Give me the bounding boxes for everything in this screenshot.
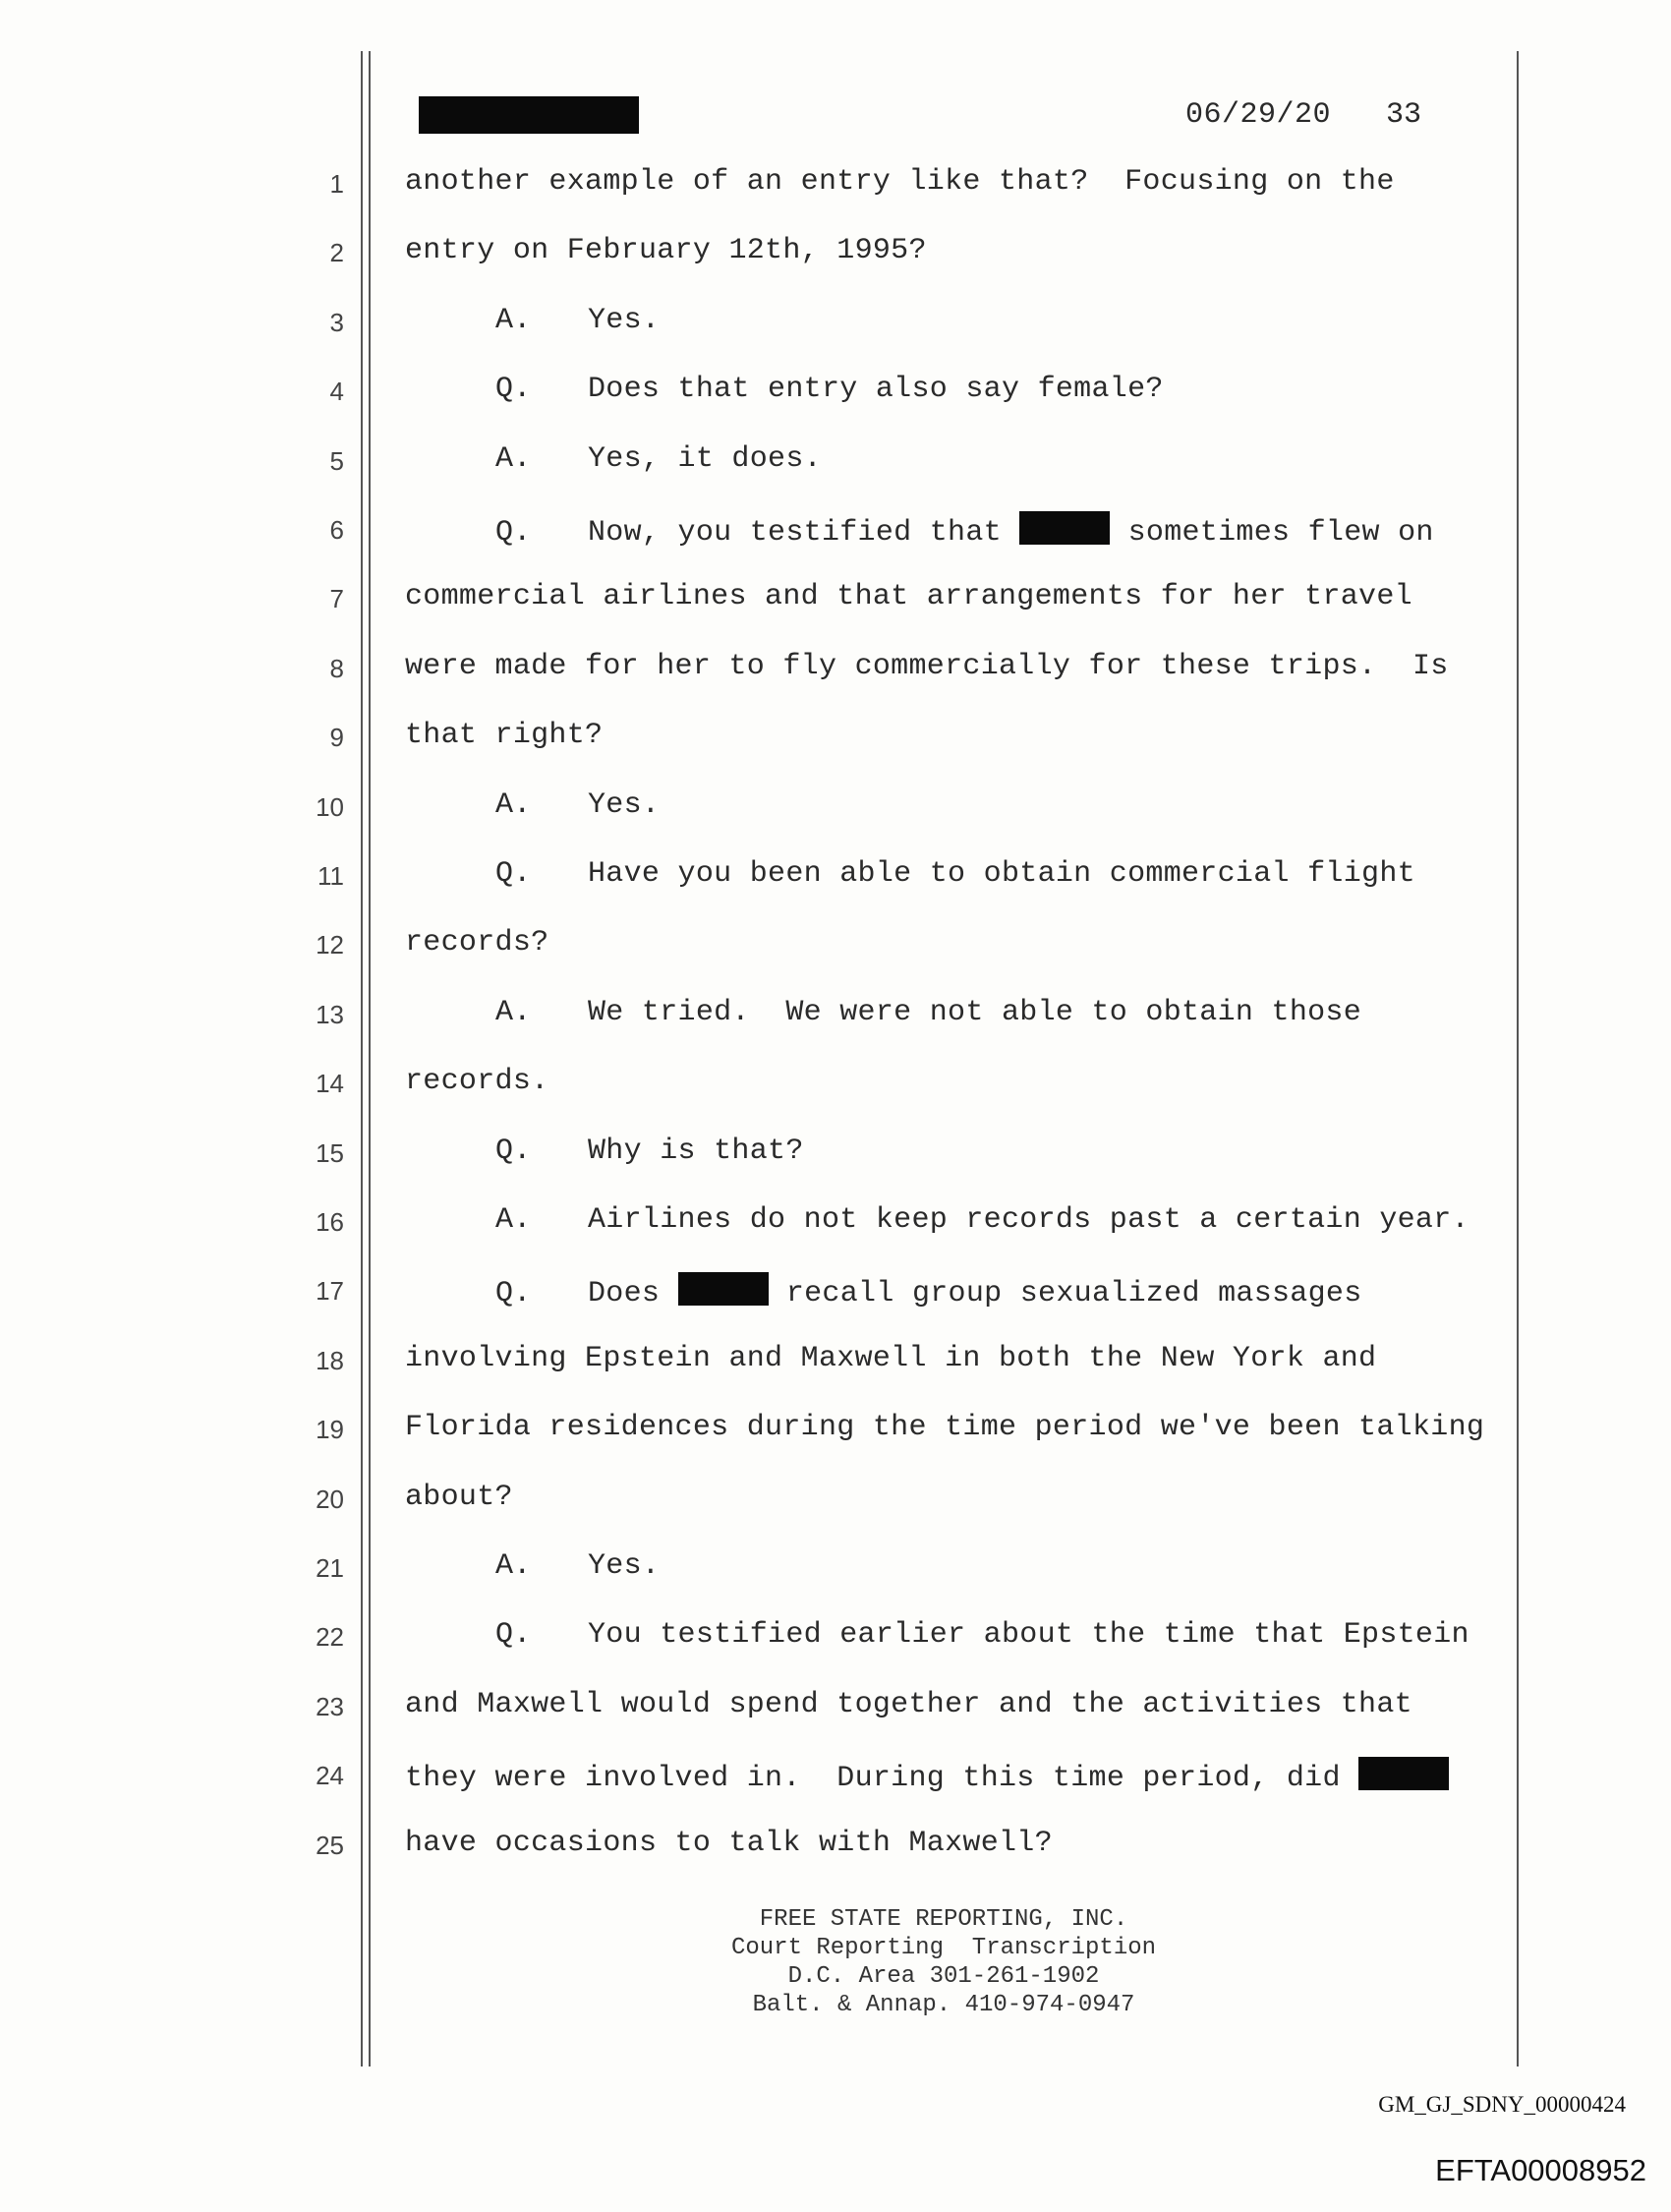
line-number: 15 [316, 1138, 344, 1168]
transcript-line [405, 1481, 513, 1514]
line-number: 12 [316, 930, 344, 960]
line-number: 25 [316, 1831, 344, 1860]
line-text: Florida residences during the time period we've been talking [405, 1411, 1485, 1444]
transcript-line [495, 373, 1164, 406]
line-number: 2 [329, 238, 344, 267]
line-text: Have you been able to obtain commercial flight [588, 857, 1415, 891]
line-number: 16 [316, 1207, 344, 1237]
transcript-line [405, 1827, 1053, 1860]
bates-number: GM_GJ_SDNY_00000424 [1378, 2092, 1626, 2117]
line-number: 18 [316, 1346, 344, 1375]
line-number: 1 [329, 169, 344, 199]
transcript-line [405, 1688, 1412, 1721]
transcript-line [495, 442, 822, 476]
line-number: 5 [329, 446, 344, 476]
line-number: 11 [317, 861, 344, 891]
transcript-line [495, 304, 660, 337]
line-text: and Maxwell would spend together and the activities that [405, 1688, 1412, 1721]
transcript-line [405, 1757, 1449, 1795]
line-text-continued: recall group sexualized massages [768, 1277, 1362, 1310]
header-redaction-block [419, 96, 639, 134]
line-number: 6 [329, 515, 344, 545]
transcript-line [495, 1549, 660, 1583]
transcript-line [405, 719, 603, 752]
line-number: 8 [329, 654, 344, 683]
line-number: 14 [316, 1069, 344, 1098]
line-number: 10 [316, 792, 344, 822]
transcript-line [405, 234, 927, 267]
speaker-label: A. [495, 996, 532, 1029]
line-text: We tried. We were not able to obtain those [588, 996, 1362, 1029]
transcript-line [405, 165, 1395, 199]
line-text: Yes. [588, 1549, 661, 1583]
reporter-footer [590, 1905, 1297, 2019]
line-number: 22 [316, 1622, 344, 1652]
speaker-label: A. [495, 1549, 532, 1583]
line-number: 20 [316, 1484, 344, 1514]
line-text: involving Epstein and Maxwell in both the New York and [405, 1342, 1377, 1375]
speaker-label: Q. [495, 1135, 532, 1168]
transcript-line [405, 580, 1412, 613]
footer-dc-phone: D.C. Area 301-261-1902 [787, 1963, 1100, 1990]
speaker-label: Q. [495, 857, 532, 891]
name-redaction [1019, 511, 1110, 545]
footer-services: Court Reporting Transcription [730, 1935, 1157, 1961]
line-number: 21 [316, 1553, 344, 1583]
line-text: Yes, it does. [588, 442, 822, 476]
transcript-line [495, 996, 1361, 1029]
header-page-number: 33 [1386, 98, 1422, 132]
transcript-line [495, 511, 1434, 550]
line-text: have occasions to talk with Maxwell? [405, 1827, 1053, 1860]
line-text: Now, you testified that [588, 516, 1020, 550]
transcript-line [405, 1342, 1376, 1375]
line-text: records? [405, 926, 549, 960]
speaker-label: Q. [495, 1277, 532, 1310]
footer-balt-phone: Balt. & Annap. 410-974-0947 [752, 1992, 1135, 2018]
line-text: they were involved in. During this time period, did [405, 1762, 1359, 1795]
transcript-line [405, 1065, 548, 1098]
line-text: were made for her to fly commercially for these trips. Is [405, 650, 1449, 683]
transcript-line [495, 1272, 1362, 1310]
left-margin-rule-inner [369, 51, 371, 2066]
speaker-label: A. [495, 788, 532, 822]
line-text-continued: sometimes flew on [1110, 516, 1434, 550]
speaker-label: Q. [495, 373, 532, 406]
speaker-label: A. [495, 442, 532, 476]
line-number: 19 [316, 1415, 344, 1444]
transcript-line [405, 650, 1449, 683]
line-text: entry on February 12th, 1995? [405, 234, 927, 267]
line-number: 4 [329, 377, 344, 406]
transcript-line [495, 1135, 804, 1168]
header-date: 06/29/20 [1185, 98, 1332, 132]
speaker-label: Q. [495, 516, 532, 550]
line-number: 13 [316, 1000, 344, 1029]
line-text: Does that entry also say female? [588, 373, 1164, 406]
line-text: another example of an entry like that? Focusing on the [405, 165, 1395, 199]
line-number: 23 [316, 1692, 344, 1721]
line-text: You testified earlier about the time that Epstein [588, 1618, 1469, 1652]
line-text: Yes. [588, 788, 661, 822]
line-number: 17 [316, 1276, 344, 1306]
line-text: records. [405, 1065, 549, 1098]
transcript-line [495, 788, 660, 822]
line-text: commercial airlines and that arrangements for her travel [405, 580, 1412, 613]
transcript-line [405, 926, 548, 960]
line-number: 7 [329, 584, 344, 613]
line-text: Airlines do not keep records past a certain year. [588, 1203, 1469, 1237]
speaker-label: Q. [495, 1618, 532, 1652]
line-text: about? [405, 1481, 513, 1514]
right-margin-rule [1517, 51, 1519, 2066]
line-text: Why is that? [588, 1135, 804, 1168]
transcript-line [495, 1203, 1469, 1237]
name-redaction [1358, 1757, 1449, 1790]
speaker-label: A. [495, 1203, 532, 1237]
line-number: 3 [329, 308, 344, 337]
line-text: Yes. [588, 304, 661, 337]
line-text: that right? [405, 719, 604, 752]
efta-number: EFTA00008952 [1435, 2153, 1646, 2187]
transcript-line [495, 1618, 1469, 1652]
line-number: 9 [329, 723, 344, 752]
left-margin-rule-outer [361, 51, 363, 2066]
line-number: 24 [316, 1761, 344, 1790]
name-redaction [678, 1272, 769, 1306]
transcript-line [495, 857, 1415, 891]
footer-company: FREE STATE REPORTING, INC. [759, 1906, 1128, 1933]
line-text: Does [588, 1277, 678, 1310]
transcript-line [405, 1411, 1484, 1444]
speaker-label: A. [495, 304, 532, 337]
